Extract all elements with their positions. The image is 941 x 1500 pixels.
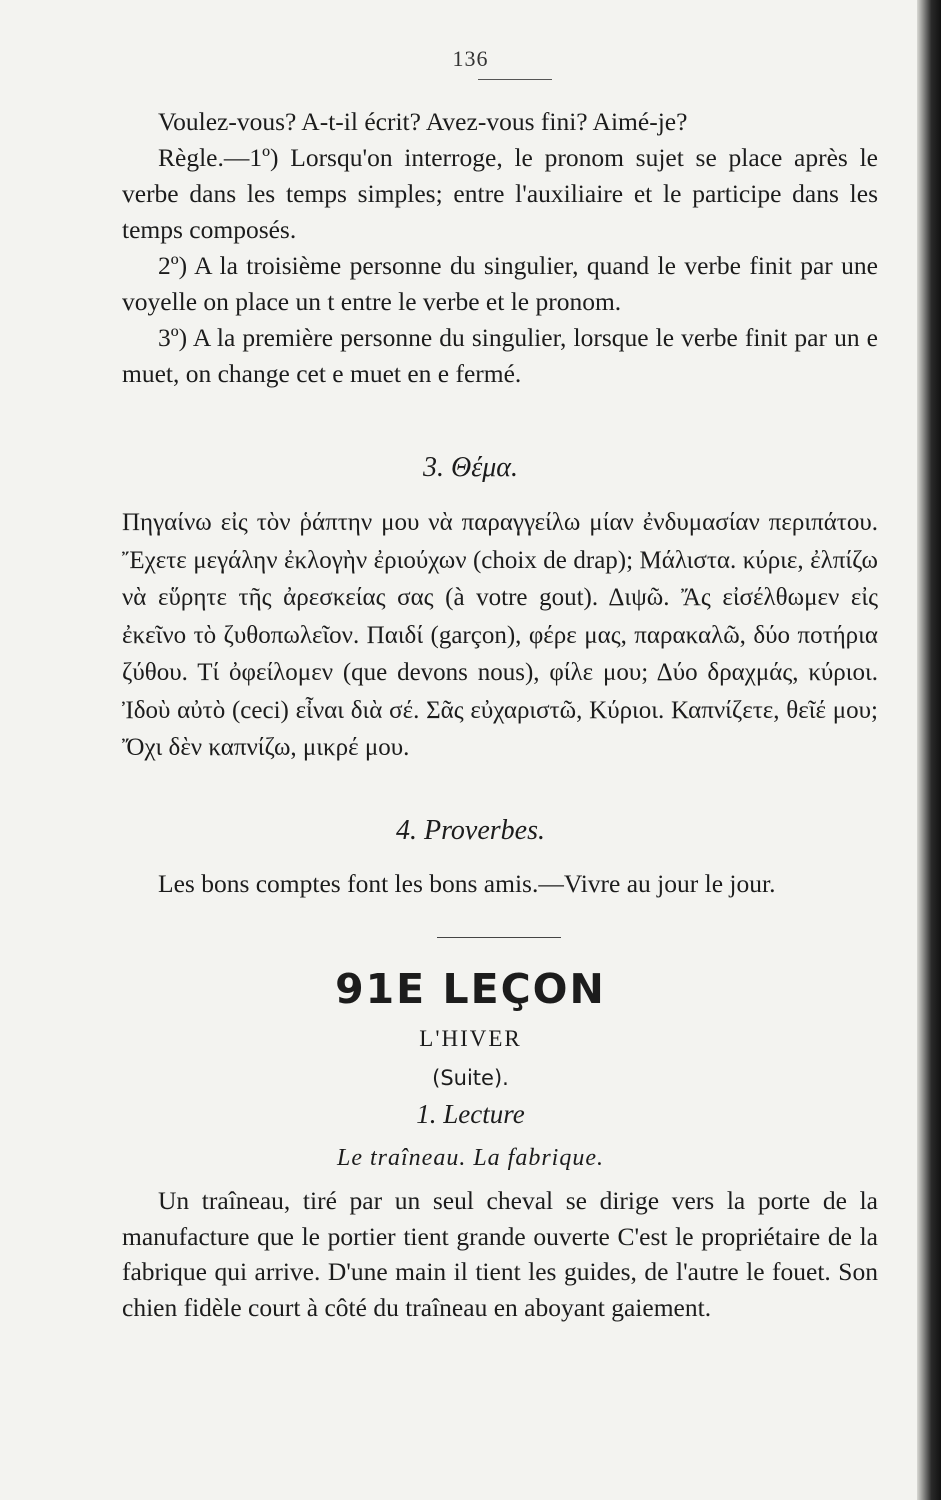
rule-paragraph-1: Règle.—1º) Lorsqu'on interroge, le pronom sujet se place après le verbe dans les temps simples; entre l'auxiliaire et le participe dans les temps composés. (122, 143, 878, 244)
lesson-subtitle: L'HIVER (419, 1026, 522, 1051)
rule-paragraph-2: 2º) A la troisième personne du singulier, quand le verbe finit par une voyelle on place un t entre le verbe et le pronom. (122, 251, 878, 316)
section-3-heading: 3. Θέμα. (422, 452, 518, 483)
proverbs-text: Les bons comptes font les bons amis.—Vivre au jour le jour. (158, 869, 776, 898)
greek-theme-text (122, 504, 878, 767)
section-divider (437, 937, 561, 938)
page-edge-shadow (917, 0, 941, 1500)
rule-paragraph-3: 3º) A la première personne du singulier, lorsque le verbe finit par un e muet, on change cet e muet en e fermé. (122, 323, 878, 388)
lesson-suite: (Suite). (432, 1066, 509, 1090)
grammar-rule-block (122, 104, 878, 392)
lesson-title: 91E LEÇON (335, 965, 606, 1013)
lecture-heading: 1. Lecture (416, 1099, 525, 1129)
greek-theme-paragraph: Πηγαίνω εἰς τὸν ῥάπτην μου νὰ παραγγείλω μίαν ἐνδυμασίαν περιπάτου. Ἔχετε μεγάλην ἐκλογὴν ἐριούχων (choix de drap); Μάλιστα. κύριε, ἐλπίζω νὰ εὕρητε τῆς ἀρεσκείας σας (à votre gout). Διψῶ. Ἄς εἰσέλθωμεν εἰς ἐκεῖνο τὸ ζυθοπωλεῖον. Παιδί (garçon), φέρε μας, παρακαλῶ, δύο ποτήρια ζύθου. Τί ὀφείλομεν (que devons nous), φίλε μου; Δύο δραχμάς, κύριοι. Ἰδοὺ αὐτὸ (ceci) εἶναι διὰ σέ. Σᾶς εὐχαριστῶ, Κύριοι. Καπνίζετε, θεῖέ μου; Ὄχι δὲν καπνίζω, μικρέ μου. (122, 509, 878, 761)
reading-title: Le traîneau. La fabrique. (336, 1145, 604, 1171)
reading-block (122, 1183, 878, 1325)
page-number-rule (478, 79, 552, 80)
example-questions: Voulez-vous? A-t-il écrit? Avez-vous fini? Aimé-je? (158, 107, 688, 136)
reading-text: Un traîneau, tiré par un seul cheval se dirige vers la porte de la manufacture que le portier tient grande ouverte C'est le propriétaire de la fabrique qui arrive. D'une main il tient les guides, de l'autre le fouet. Son chien fidèle court à côté du traîneau en aboyant gaiement. (122, 1186, 878, 1322)
page-number: 136 (452, 46, 489, 71)
proverbs-block (122, 866, 878, 902)
section-4-heading: 4. Proverbes. (395, 815, 546, 846)
